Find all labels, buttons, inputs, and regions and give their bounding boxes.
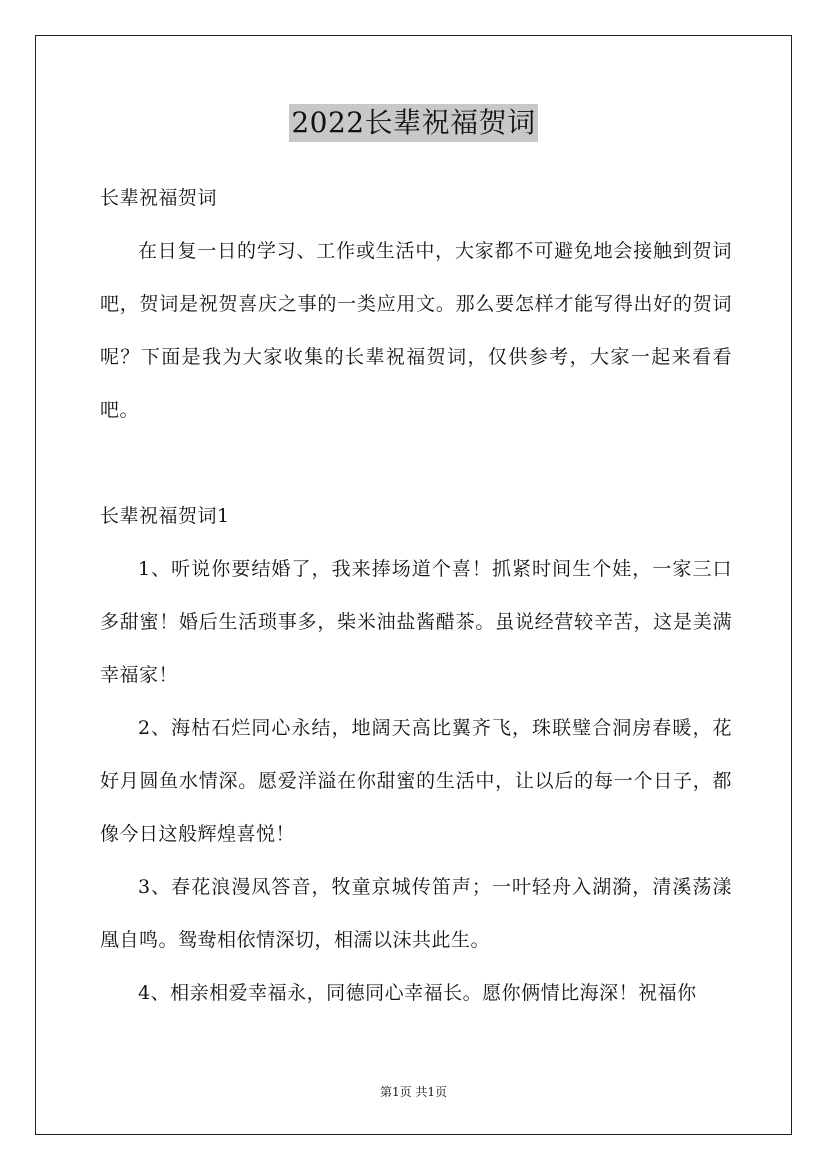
greeting-item-4: 4、相亲相爱幸福永，同德同心幸福长。愿你俩情比海深！祝福你 bbox=[138, 982, 697, 1004]
greeting-item-2: 2、海枯石烂同心永结，地阔天高比翼齐飞，珠联璧合洞房春暖，花好月圆鱼水情深。愿爱洋溢在你甜蜜的生活中，让以后的每一个日子，都像今日这般辉煌喜悦！ bbox=[100, 717, 732, 845]
intro-paragraph: 在日复一日的学习、工作或生活中，大家都不可避免地会接触到贺词吧，贺词是祝贺喜庆之事的一类应用文。那么要怎样才能写得出好的贺词呢？下面是我为大家收集的长辈祝福贺词，仅供参考，大家一起来看看吧。 bbox=[100, 240, 732, 421]
document-title bbox=[0, 102, 827, 142]
greeting-item-3: 3、春花浪漫凤答音，牧童京城传笛声；一叶轻舟入湖漪，清溪荡漾凰自鸣。鸳鸯相依情深切，相濡以沫共此生。 bbox=[100, 876, 732, 951]
page-number: 第1页 共1页 bbox=[379, 1085, 448, 1099]
document-body bbox=[100, 172, 732, 1020]
document-title-text: 2022长辈祝福贺词 bbox=[289, 104, 537, 142]
page-footer bbox=[0, 1083, 827, 1100]
document-subtitle: 长辈祝福贺词 bbox=[100, 187, 218, 209]
section-spacer bbox=[100, 437, 732, 490]
section-heading: 长辈祝福贺词1 bbox=[100, 505, 230, 527]
greeting-item-1: 1、听说你要结婚了，我来捧场道个喜！抓紧时间生个娃，一家三口多甜蜜！婚后生活琐事多，柴米油盐酱醋茶。虽说经营较辛苦，这是美满幸福家！ bbox=[100, 558, 732, 686]
